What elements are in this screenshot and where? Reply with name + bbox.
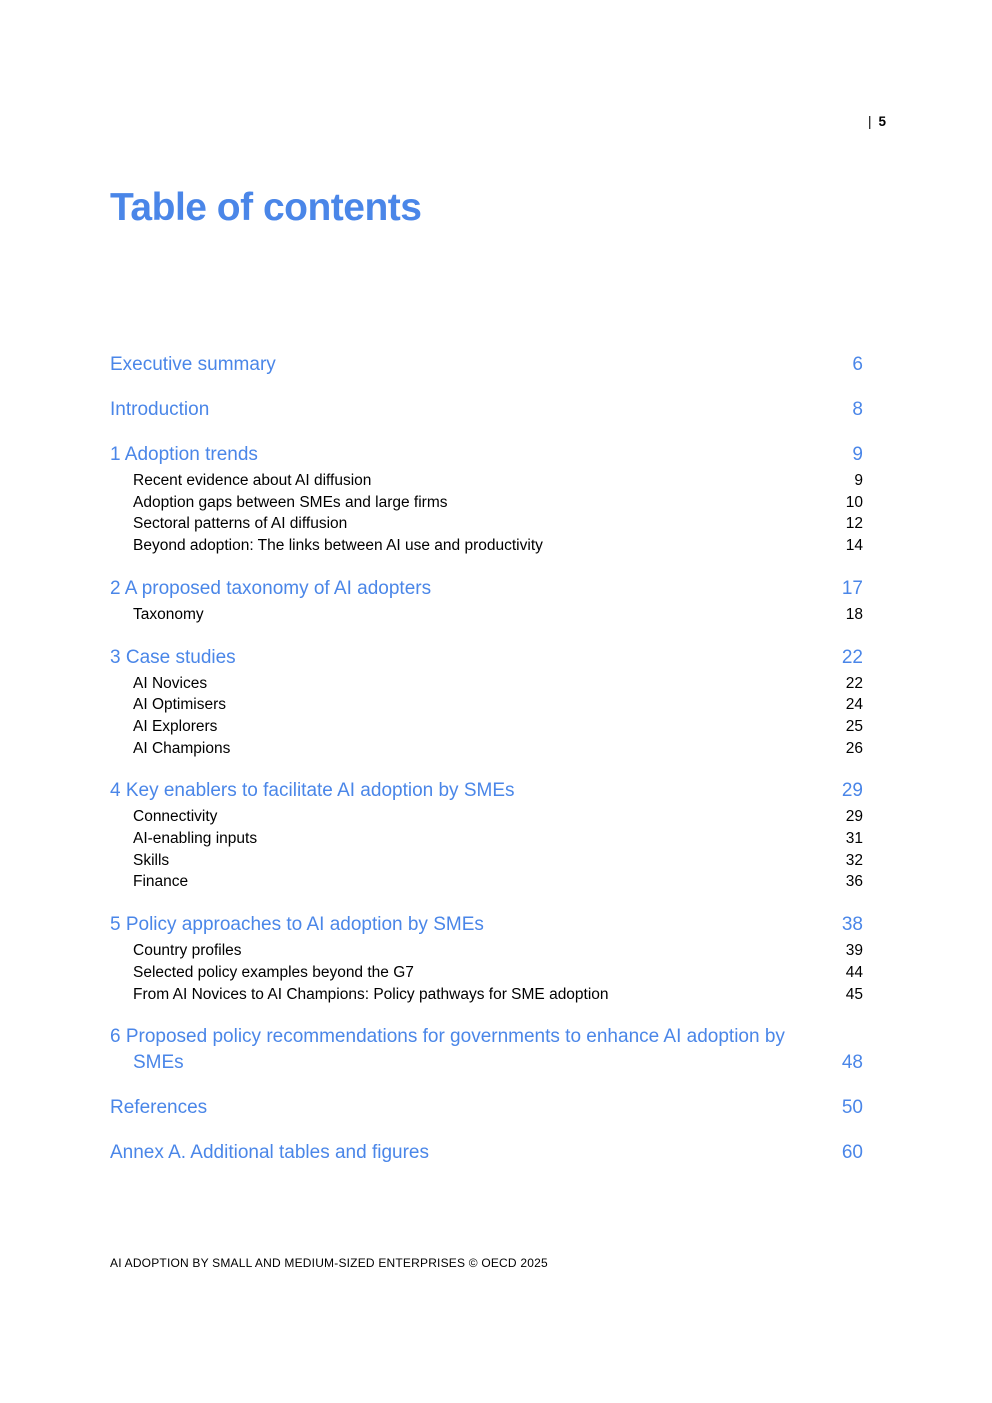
toc-subentry-label[interactable]: Sectoral patterns of AI diffusion — [133, 515, 348, 533]
toc-entry-label[interactable]: Annex A. Additional tables and figures — [110, 1142, 430, 1164]
toc-subentry-label[interactable]: Recent evidence about AI diffusion — [133, 472, 372, 489]
toc-entry-label[interactable]: 2 A proposed taxonomy of AI adopters — [110, 577, 432, 599]
toc-subentry-page: 12 — [845, 515, 863, 533]
toc-subentry[interactable] — [110, 962, 863, 984]
table-of-contents — [110, 352, 863, 1185]
toc-entry-chapter-5[interactable] — [110, 912, 863, 938]
page-number-header — [868, 112, 886, 132]
toc-subentry-page: 31 — [845, 830, 863, 848]
toc-subentry-label[interactable]: Connectivity — [133, 808, 218, 826]
toc-section — [110, 576, 863, 626]
toc-subentry-page: 45 — [845, 985, 863, 1003]
toc-subentry-label[interactable]: Selected policy examples beyond the G7 — [133, 963, 414, 981]
toc-subentry-page: 14 — [845, 537, 863, 555]
toc-entry-page: 50 — [841, 1097, 863, 1119]
toc-subentry-page: 39 — [845, 942, 863, 960]
toc-subentry-page: 44 — [845, 963, 863, 981]
toc-subentry[interactable] — [110, 984, 863, 1006]
toc-entry-label[interactable]: Executive summary — [110, 354, 276, 375]
toc-subentry[interactable] — [110, 535, 863, 557]
toc-subentry[interactable] — [110, 694, 863, 716]
page-number: 5 — [878, 114, 886, 129]
toc-subentry[interactable] — [110, 513, 863, 535]
toc-subentry[interactable] — [110, 716, 863, 738]
toc-subentry[interactable] — [110, 738, 863, 760]
toc-subentry-page: 25 — [845, 717, 863, 735]
toc-subentry-label[interactable]: Finance — [133, 873, 189, 891]
toc-entry-page: 6 — [852, 354, 863, 375]
toc-entry-page: 9 — [852, 444, 863, 465]
toc-subentry-page: 9 — [854, 472, 863, 489]
toc-subentry-page: 10 — [845, 493, 863, 511]
toc-subentry-page: 36 — [845, 873, 863, 891]
toc-entry-page: 22 — [841, 646, 863, 668]
toc-subentry-page: 32 — [845, 851, 863, 869]
toc-entry-page: 48 — [841, 1052, 863, 1074]
toc-subentry-label[interactable]: AI Optimisers — [133, 696, 227, 714]
toc-section — [110, 1024, 863, 1076]
toc-subentry[interactable] — [110, 604, 863, 626]
toc-subentry-label[interactable]: From AI Novices to AI Champions: Policy pathways for SME adoption — [133, 985, 609, 1003]
toc-subentry[interactable] — [110, 871, 863, 893]
toc-section — [110, 397, 863, 423]
toc-entry-chapter-3[interactable] — [110, 645, 863, 671]
toc-section — [110, 442, 863, 557]
toc-section — [110, 352, 863, 378]
toc-subentry[interactable] — [110, 828, 863, 850]
toc-subentry[interactable] — [110, 492, 863, 514]
running-footer: AI ADOPTION BY SMALL AND MEDIUM-SIZED ENTERPRISES © OECD 2025 — [110, 1256, 548, 1270]
toc-subentry-label[interactable]: Taxonomy — [133, 605, 204, 623]
toc-entry-label[interactable]: References — [110, 1097, 208, 1119]
toc-entry-chapter-1[interactable] — [110, 442, 863, 468]
toc-section — [110, 778, 863, 893]
toc-subentry-label[interactable]: AI Champions — [133, 739, 231, 757]
toc-section — [110, 645, 863, 760]
toc-entry-page: 60 — [841, 1142, 863, 1164]
toc-entry-label[interactable]: Introduction — [110, 399, 210, 420]
toc-entry-references[interactable] — [110, 1095, 863, 1121]
toc-subentry-label[interactable]: AI-enabling inputs — [133, 830, 258, 848]
toc-entry-page: 38 — [841, 914, 863, 936]
toc-entry-executive-summary[interactable] — [110, 352, 863, 378]
toc-entry-label[interactable]: 3 Case studies — [110, 646, 236, 668]
toc-subentry-label[interactable]: Adoption gaps between SMEs and large firms — [133, 493, 448, 511]
toc-entry-chapter-2[interactable] — [110, 576, 863, 602]
toc-subentry-page: 18 — [845, 605, 863, 623]
toc-subentry-page: 22 — [845, 674, 863, 692]
toc-subentry[interactable] — [110, 940, 863, 962]
toc-entry-label[interactable]: 4 Key enablers to facilitate AI adoption by SMEs — [110, 780, 515, 802]
toc-subentry[interactable] — [110, 470, 863, 492]
toc-subentry-page: 24 — [845, 696, 863, 714]
toc-subentry[interactable] — [110, 673, 863, 695]
toc-section — [110, 1140, 863, 1166]
toc-entry-introduction[interactable] — [110, 397, 863, 423]
toc-subentry-page: 29 — [845, 808, 863, 826]
toc-entry-page: 17 — [841, 577, 863, 599]
toc-subentry-label[interactable]: AI Explorers — [133, 717, 218, 735]
toc-entry-label[interactable]: 1 Adoption trends — [110, 444, 258, 465]
toc-subentry-label[interactable]: AI Novices — [133, 674, 208, 692]
toc-section — [110, 1095, 863, 1121]
page-number-separator: | — [867, 114, 872, 129]
toc-subentry[interactable] — [110, 850, 863, 872]
toc-entry-page: 8 — [852, 399, 863, 420]
toc-entry-chapter-4[interactable] — [110, 778, 863, 804]
toc-subentry[interactable] — [110, 806, 863, 828]
toc-entry-page: 29 — [841, 780, 863, 802]
toc-section — [110, 912, 863, 1005]
toc-entry-chapter-6[interactable] — [110, 1024, 863, 1076]
toc-subentry-label[interactable]: Country profiles — [133, 942, 242, 960]
toc-entry-annex-a[interactable] — [110, 1140, 863, 1166]
toc-subentry-label[interactable]: Skills — [133, 851, 170, 869]
page-title: Table of contents — [110, 186, 422, 230]
toc-entry-label[interactable]: 5 Policy approaches to AI adoption by SMEs — [110, 914, 484, 936]
toc-subentry-label[interactable]: Beyond adoption: The links between AI use and productivity — [133, 537, 543, 555]
toc-subentry-page: 26 — [845, 739, 863, 757]
toc-entry-label[interactable]: 6 Proposed policy recommendations for governments to enhance AI adoption by SMEs — [110, 1026, 785, 1074]
